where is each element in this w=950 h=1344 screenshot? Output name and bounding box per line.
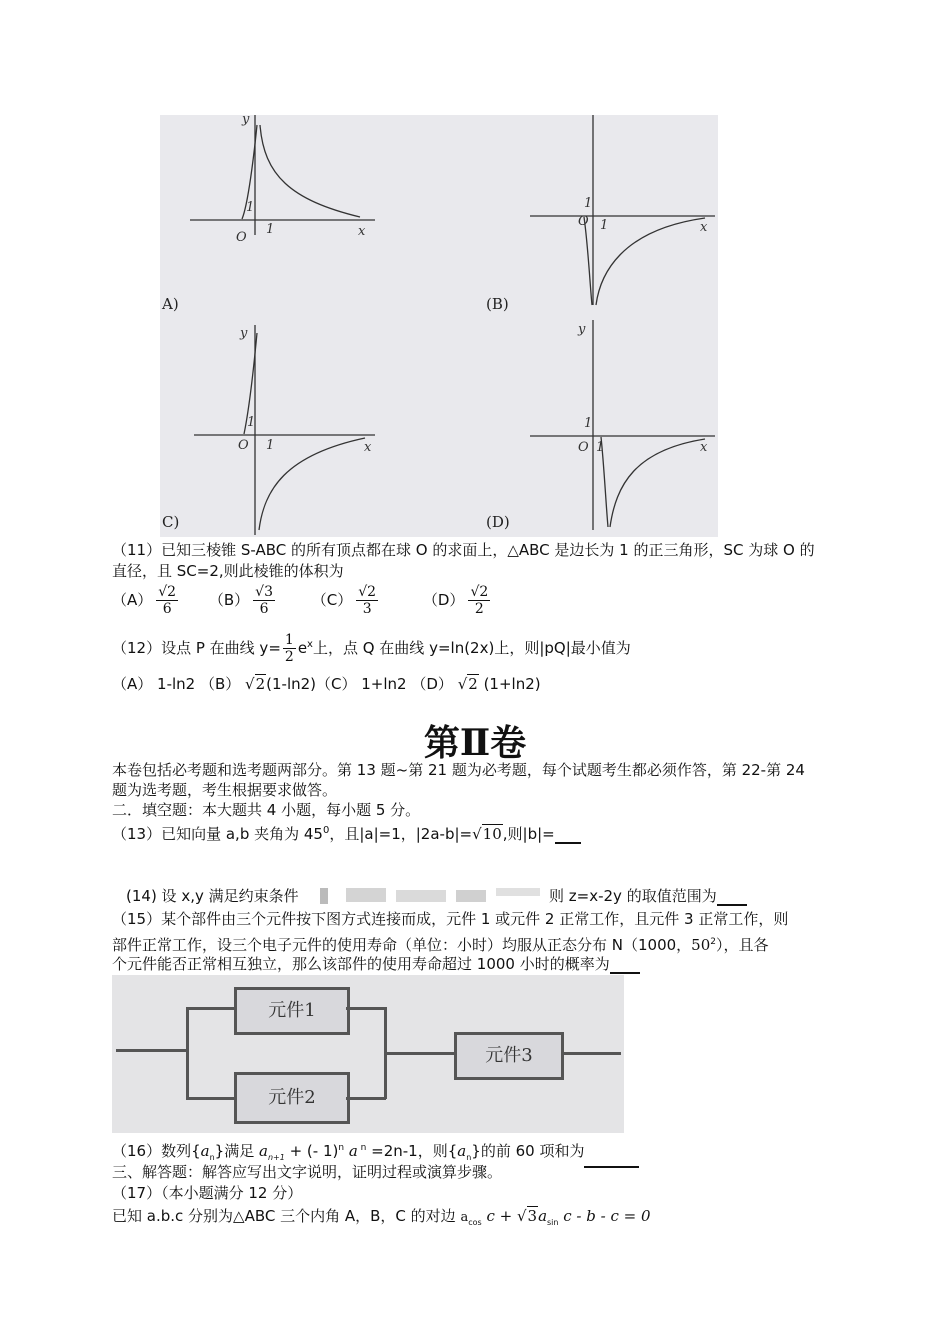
q11-line1: （11）已知三棱锥 S-ABC 的所有顶点都在球 O 的求面上，△ABC 是边长为 1 的正三角形，SC 为球 O 的 [112, 541, 815, 559]
q13-answer-blank [555, 826, 581, 844]
q17-heading: （17）（本小题满分 12 分） [112, 1184, 303, 1202]
panel-c-graph [194, 325, 375, 535]
q15-line1: （15）某个部件由三个元件按下图方式连接而成，元件 1 或元件 2 正常工作，且元件 3 正常工作，则 [112, 910, 789, 928]
q16-stem: （16）数列$\{a_n\}$满足 $a_{n+1}$ + (- 1)$^n$ a $^n$ =2n-1，则$\{a_n\}$的前 60 项和为 [112, 1138, 639, 1168]
component-1-label: 元件1 [268, 1000, 316, 1021]
circuit-photo [112, 975, 624, 1133]
q14-answer-blank [717, 888, 747, 906]
q11-line2: 直径，且 SC=2,则此棱锥的体积为 [112, 562, 344, 580]
panel-a-y-label: y [242, 115, 250, 127]
graph-svg [160, 115, 718, 537]
panel-b-graph [530, 115, 715, 305]
q11-option-a: （A） $\frac{√2}{6}$ [112, 584, 177, 617]
panel-c-x-label: x [364, 440, 372, 455]
q15-answer-blank [610, 956, 640, 974]
panel-d-y-label: y [578, 322, 586, 337]
q11-option-c: （C） $\frac{√2}{3}$ [311, 584, 377, 617]
component-1-box [234, 987, 350, 1035]
q15-line3: 个元件能否正常相互独立，那么该部件的使用寿命超过 1000 小时的概率为 [112, 954, 640, 974]
q14-suffix: 则 z=x-2y 的取值范围为 [549, 886, 747, 906]
panel-b-one-y: 1 [584, 196, 593, 211]
q17-stem: 已知 a.b.c 分别为△ABC 三个内角 A，B，C 的对边 $a_{cos}$ $c + √3a_{sin}$ c - b - c = 0 [112, 1207, 651, 1227]
component-2-box [234, 1072, 350, 1124]
q16-answer-blank [584, 1150, 639, 1168]
section2-intro-line1: 本卷包括必考题和选考题两部分。第 13 题~第 21 题为必考题，每个试题考生都必须作答，第 22-第 24 [112, 761, 805, 779]
q11-option-d: （D） $\frac{√2}{2}$ [422, 584, 489, 617]
q11-options [112, 584, 494, 626]
q14-stem: (14) 设 x,y 满足约束条件 [126, 887, 299, 905]
panel-b-label: (B) [486, 295, 509, 313]
panel-d-one-x: 1 [596, 440, 605, 455]
component-2-label: 元件2 [268, 1087, 316, 1108]
panel-d-label: (D) [486, 513, 510, 531]
component-3-label: 元件3 [485, 1045, 533, 1066]
panel-c-one-x: 1 [266, 438, 275, 453]
fill-in-heading: 二．填空题：本大题共 4 小题，每小题 5 分。 [112, 801, 421, 819]
q14-constraints-image [316, 884, 546, 908]
panel-d-x-label: x [700, 440, 708, 455]
component-3-box [454, 1032, 564, 1080]
q12-stem: （12）设点 P 在曲线 y= $\frac{1}{2}$ $e^x$上，点 Q 在曲线 y=ln(2x)上，则|pQ|最小值为 [112, 632, 631, 665]
q11-option-b: （B） $\frac{√3}{6}$ [208, 584, 273, 617]
panel-a-origin: O [236, 230, 247, 245]
section-title: 第Ⅱ卷 [423, 722, 527, 764]
q12-options: （A） 1-ln2 （B） √2(1-ln2)（C） 1+ln2 （D） √2 (1+ln2) [112, 675, 541, 693]
panel-a-x-label: x [358, 224, 366, 239]
panel-c-y-label: y [240, 326, 248, 341]
panel-d-one-y: 1 [584, 416, 593, 431]
panel-b-x-label: x [700, 220, 708, 235]
q13-stem: （13）已知向量 a,b 夹角为 $45^0$，且|a|=1，|2a-b|=√10,则|b|= [112, 821, 581, 844]
section2-intro-line2: 题为选考题，考生根据要求做答。 [112, 781, 338, 799]
panel-d-graph [530, 320, 715, 530]
panel-b-origin: O [578, 214, 589, 229]
panel-a-one-y: 1 [246, 200, 255, 215]
panel-b-one-x: 1 [600, 218, 609, 233]
panel-c-one-y: 1 [247, 415, 256, 430]
q15-line2: 部件正常工作，设三个电子元件的使用寿命（单位：小时）均服从正态分布 N（1000，$50^2$），且各 [112, 936, 769, 954]
panel-c-label: C) [162, 513, 180, 531]
panel-c-origin: O [238, 438, 249, 453]
panel-a-graph [190, 115, 375, 245]
section3-heading: 三、解答题：解答应写出文字说明，证明过程或演算步骤。 [112, 1163, 503, 1181]
panel-d-origin: O [578, 440, 589, 455]
panel-a-one-x: 1 [266, 222, 275, 237]
graph-photo [160, 115, 718, 537]
panel-a-label: A) [162, 295, 179, 313]
